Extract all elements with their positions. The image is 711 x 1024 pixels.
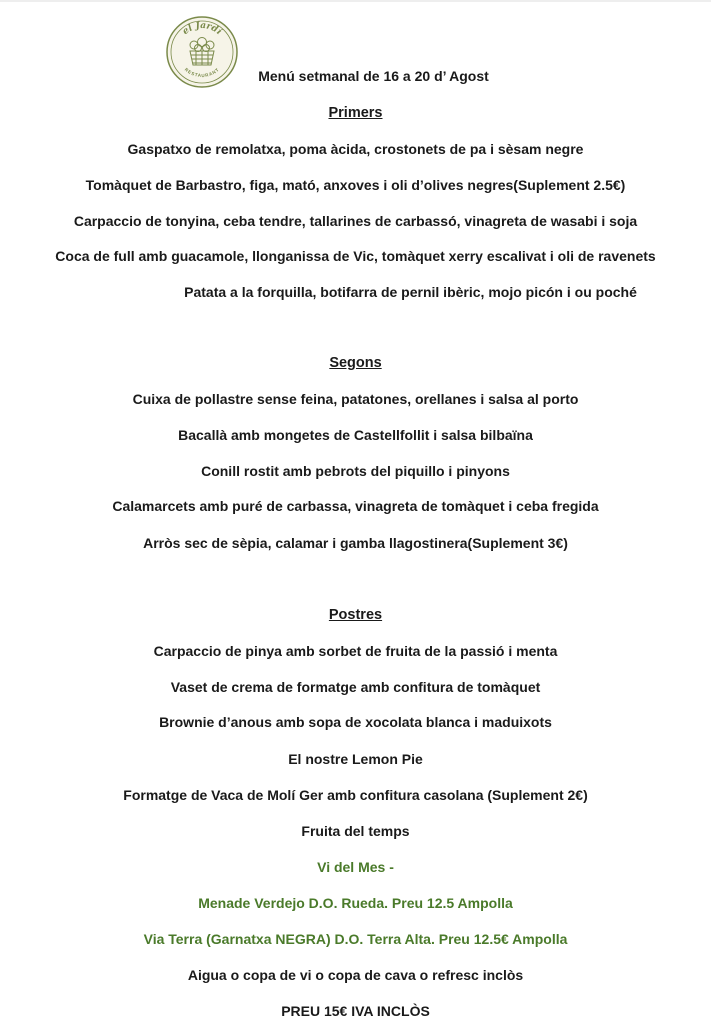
menu-item: Gaspatxo de remolatxa, poma àcida, crostonets de pa i sèsam negre xyxy=(127,141,584,157)
section-heading-segons: Segons xyxy=(329,355,382,371)
menu-price: PREU 15€ IVA INCLÒS xyxy=(281,1003,430,1019)
logo-subtitle: RESTAURANT xyxy=(183,66,221,79)
menu-item: Fruita del temps xyxy=(301,823,410,839)
menu-item: Tomàquet de Barbastro, figa, mató, anxoves i oli d’olives negres(Suplement 2.5€) xyxy=(85,177,626,193)
menu-item: Cuixa de pollastre sense feina, patatones, orellanes i salsa al porto xyxy=(132,391,579,407)
menu-item: Conill rostit amb pebrots del piquillo i pinyons xyxy=(201,463,510,479)
menu-item: Carpaccio de pinya amb sorbet de fruita de la passió i menta xyxy=(153,643,558,659)
menu-item: Coca de full amb guacamole, llonganissa de Vic, tomàquet xerry escalivat i oli de ravenets xyxy=(55,248,656,264)
menu-item: Bacallà amb mongetes de Castellfollit i salsa bilbaïna xyxy=(178,427,533,443)
wine-item: Menade Verdejo D.O. Rueda. Preu 12.5 Ampolla xyxy=(198,895,513,911)
top-border xyxy=(0,0,711,2)
wine-heading: Vi del Mes - xyxy=(317,859,394,875)
menu-title: Menú setmanal de 16 a 20 d’ Agost xyxy=(258,68,489,84)
drinks-note: Aigua o copa de vi o copa de cava o refresc inclòs xyxy=(187,967,524,983)
menu-item: Calamarcets amb puré de carbassa, vinagreta de tomàquet i ceba fregida xyxy=(112,498,599,514)
menu-item: Brownie d’anous amb sopa de xocolata blanca i maduixots xyxy=(159,714,552,730)
menu-item: Patata a la forquilla, botifarra de pernil ibèric, mojo picón i ou poché xyxy=(184,284,637,300)
wine-item: Via Terra (Garnatxa NEGRA) D.O. Terra Alta. Preu 12.5€ Ampolla xyxy=(143,931,568,947)
menu-item: Vaset de crema de formatge amb confitura de tomàquet xyxy=(170,679,541,695)
menu-item: Arròs sec de sèpia, calamar i gamba llagostinera(Suplement 3€) xyxy=(143,535,568,551)
menu-item: Carpaccio de tonyina, ceba tendre, tallarines de carbassó, vinagreta de wasabi i soja xyxy=(73,213,638,229)
menu-item: El nostre Lemon Pie xyxy=(288,751,423,767)
section-heading-primers: Primers xyxy=(328,105,383,121)
menu-item: Formatge de Vaca de Molí Ger amb confitura casolana (Suplement 2€) xyxy=(123,787,588,803)
logo-name: el Jardí xyxy=(180,20,224,38)
section-heading-postres: Postres xyxy=(328,607,383,623)
